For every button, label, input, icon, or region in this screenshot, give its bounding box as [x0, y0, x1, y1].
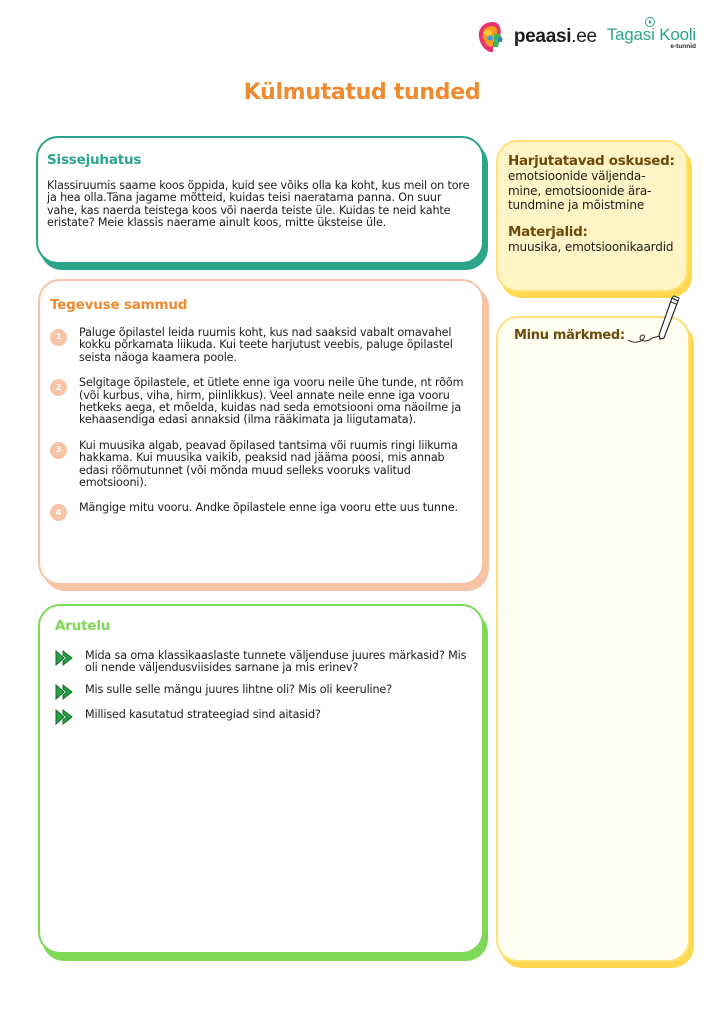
- peaasi-logo-name: peaasi: [513, 26, 572, 47]
- peaasi-logo: [476, 20, 597, 54]
- step-item: [50, 327, 472, 364]
- head-profile-icon: [476, 20, 510, 54]
- header-logos: [476, 20, 696, 54]
- discussion-heading: Arutelu: [55, 618, 111, 634]
- discussion-list: [55, 650, 472, 725]
- discussion-question: Mida sa oma klassikaaslaste tunnete väljenduse juures märkasid? Mis oli nende väljendusviisides sarnane ja mis erinev?: [85, 649, 467, 675]
- discussion-item: [55, 684, 472, 700]
- page-title: Külmutatud tunded: [243, 80, 481, 105]
- skills-heading: Harjutatavad oskused:: [508, 153, 675, 169]
- discussion-question: Mis sulle selle mängu juures lihtne oli? Mis oli keeruline?: [85, 682, 392, 696]
- step-text: Selgitage õpilastele, et ütlete enne iga vooru neile ühe tunde, nt rõõm (või kurbus, viha, hirm, piinlikkus). Veel annate neile enne iga vooru hetkeks aega, et mõelda, kuidas nad seda emotsiooni oma näoilme ja kehaasendiga edasi annaksid (ilma rääkimata ja liigutamata).: [79, 376, 464, 427]
- tagasi-kooli-logo: [607, 25, 696, 50]
- steps-list: [50, 327, 472, 521]
- notes-heading: Minu märkmed:: [514, 328, 625, 343]
- intro-card: [36, 136, 484, 264]
- materials-text: muusika, emotsioonikaardid: [508, 239, 674, 254]
- pen-icon: [626, 294, 686, 350]
- step-item: [50, 377, 472, 427]
- intro-heading: Sissejuhatus: [47, 152, 142, 168]
- step-item: [50, 440, 472, 490]
- discussion-item: [55, 709, 472, 725]
- step-number-badge: 2: [50, 379, 67, 396]
- step-item: [50, 502, 472, 521]
- double-chevron-right-icon: [55, 709, 73, 725]
- discussion-card: [38, 604, 484, 954]
- skills-card: [496, 140, 688, 292]
- peaasi-logo-suffix: .ee: [571, 26, 597, 47]
- double-chevron-right-icon: [55, 684, 73, 700]
- step-number-badge: 3: [50, 442, 67, 459]
- intro-text: Klassiruumis saame koos õppida, kuid see võiks olla ka koht, kus meil on tore ja hea olla.Täna jagame mõtteid, kuidas teisi naeratama panna. On suur vahe, kas naerda teistega koos või naerda teiste üle. Kuidas te neid kahte eristate? Meie klassis naerame ainult koos, mitte üksteise üle.: [47, 179, 470, 230]
- discussion-item: [55, 650, 472, 675]
- skills-text: emotsioonide väljenda-mine, emotsioonide ära-tundmine ja mõistmine: [508, 169, 652, 212]
- step-number-badge: 1: [50, 329, 67, 346]
- notes-card: [496, 316, 690, 962]
- double-chevron-right-icon: [55, 650, 73, 666]
- play-icon: [645, 17, 655, 27]
- steps-card: [38, 279, 484, 585]
- tagasi-kooli-logo-sub: e-tunnid: [670, 42, 696, 50]
- step-number-badge: 4: [50, 504, 67, 521]
- tagasi-kooli-logo-name: Tagasi Kooli: [606, 24, 696, 44]
- steps-heading: Tegevuse sammud: [50, 297, 188, 313]
- materials-heading: Materjalid:: [508, 223, 588, 240]
- step-text: Paluge õpilastel leida ruumis koht, kus nad saaksid vabalt omavahel kokku põrkamata liikuda. Kui teete harjutust veebis, paluge õpilastel seista näoga kaamera poole.: [79, 326, 453, 364]
- step-text: Kui muusika algab, peavad õpilased tantsima või ruumis ringi liikuma hakkama. Kui muusika vaikib, peaksid nad jääma poosi, mis annab edasi rõõmutunnet (või mõnda muud selleks vooruks valitud emotsiooni).: [79, 438, 458, 490]
- step-text: Mängige mitu vooru. Andke õpilastele enne iga vooru ette uus tunne.: [79, 501, 458, 515]
- discussion-question: Millised kasutatud strateegiad sind aitasid?: [85, 707, 321, 721]
